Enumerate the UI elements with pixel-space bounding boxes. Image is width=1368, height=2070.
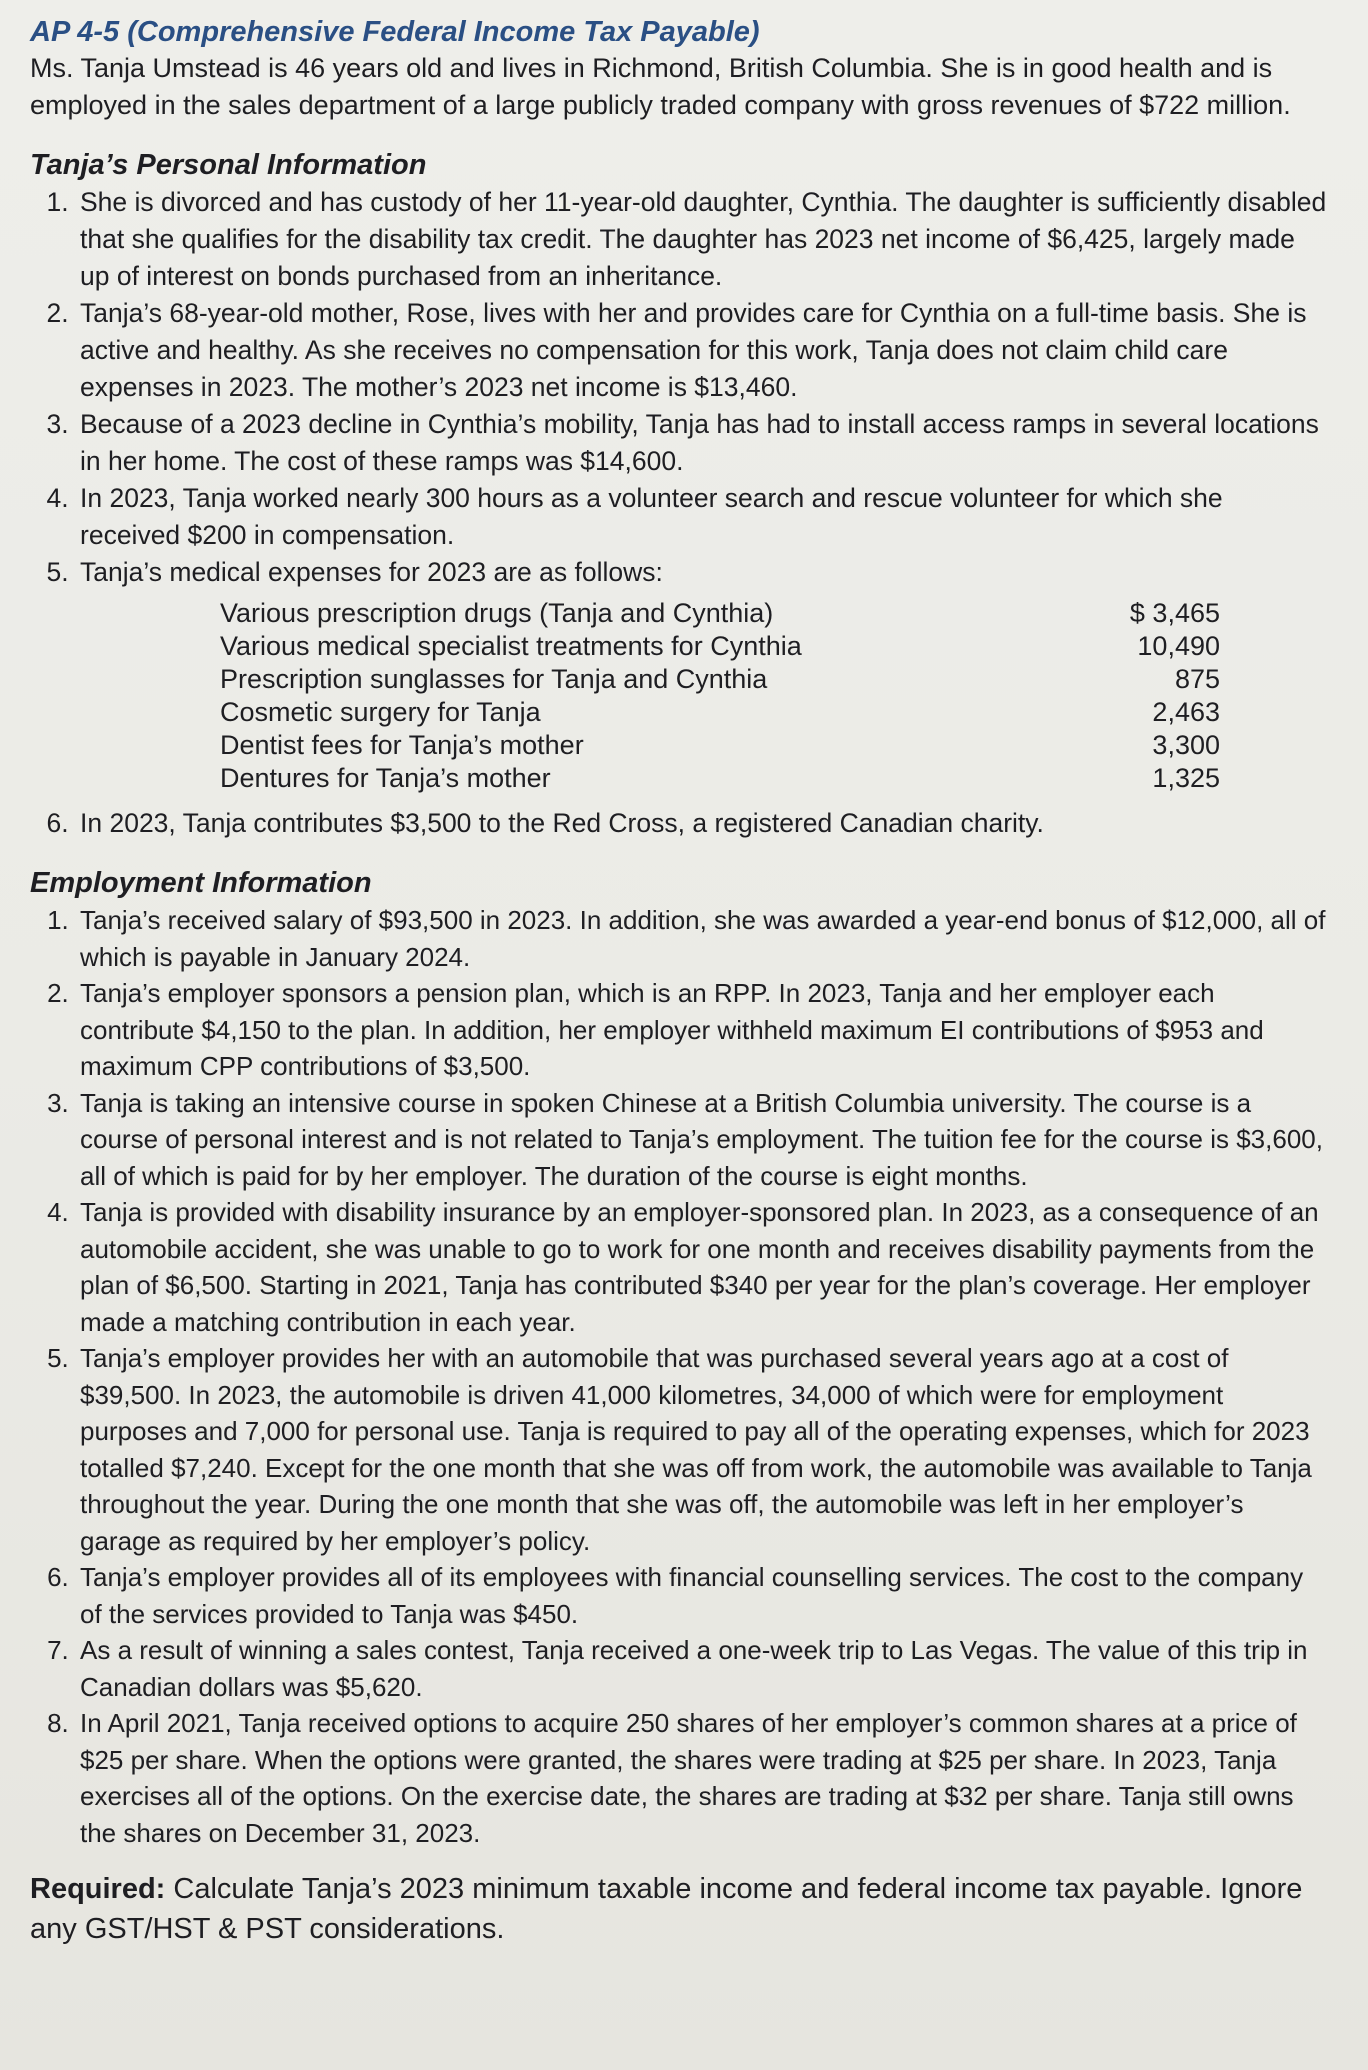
table-row (220, 630, 1220, 663)
employment-info-heading: Employment Information (30, 867, 372, 899)
personal-info-heading: Tanja’s Personal Information (30, 149, 427, 181)
expense-amount: 10,490 (1137, 631, 1220, 661)
employment-item-6: 6. Tanja’s employer provides all of its employees with financial counselling services. The cost to the company of the services provided to Tanja was $450. (76, 1559, 1330, 1632)
problem-heading: AP 4-5 (Comprehensive Federal Income Tax Payable) (30, 16, 760, 48)
expense-description: Various medical specialist treatments for Cynthia (220, 631, 802, 661)
employment-info-list (30, 902, 1330, 1851)
problem-title (30, 14, 1330, 50)
expense-description: Cosmetic surgery for Tanja (220, 697, 541, 727)
expense-description: Dentures for Tanja’s mother (220, 763, 551, 793)
personal-info-list (30, 184, 1330, 842)
personal-item-3: 3. Because of a 2023 decline in Cynthia’s mobility, Tanja has had to install access ramps in several locations in her home. The cost of these ramps was $14,600. (76, 406, 1330, 480)
expense-description: Prescription sunglasses for Tanja and Cynthia (220, 664, 768, 694)
required-text: Calculate Tanja’s 2023 minimum taxable income and federal income tax payable. Ignore any GST/HST & PST considerations. (30, 1873, 1303, 1945)
personal-item-6: 6. In 2023, Tanja contributes $3,500 to the Red Cross, a registered Canadian charity. (76, 805, 1330, 842)
employment-item-5: 5. Tanja’s employer provides her with an automobile that was purchased several years ago at a cost of $39,500. In 2023, the automobile is driven 41,000 kilometres, 34,000 of which were for employment purposes and 7,000 for personal use. Tanja is required to pay all of the operating expenses, which for 2023 totalled $7,240. Except for the one month that she was off from work, the automobile was available to Tanja throughout the year. During the one month that she was off, the automobile was left in her employer’s garage as required by her employer’s policy. (76, 1340, 1330, 1559)
personal-item-5 (76, 554, 1330, 795)
required-statement (30, 1869, 1330, 1949)
table-row (220, 762, 1220, 795)
personal-item-1: 1. She is divorced and has custody of her 11-year-old daughter, Cynthia. The daughter is sufficiently disabled that she qualifies for the disability tax credit. The daughter has 2023 net income of $6,425, largely made up of interest on bonds purchased from an inheritance. (76, 184, 1330, 295)
medical-expenses-intro: Tanja’s medical expenses for 2023 are as follows: (80, 557, 663, 587)
expense-description: Dentist fees for Tanja’s mother (220, 730, 584, 760)
personal-item-2: 2. Tanja’s 68-year-old mother, Rose, lives with her and provides care for Cynthia on a full-time basis. She is active and healthy. As she receives no compensation for this work, Tanja does not claim child care expenses in 2023. The mother’s 2023 net income is $13,460. (76, 295, 1330, 406)
expense-amount: 875 (1174, 664, 1220, 694)
intro-paragraph: Ms. Tanja Umstead is 46 years old and lives in Richmond, British Columbia. She is in good health and is employed in the sales department of a large publicly traded company with gross revenues of $722 million. (30, 53, 1291, 120)
employment-item-2: 2. Tanja’s employer sponsors a pension plan, which is an RPP. In 2023, Tanja and her employer each contribute $4,150 to the plan. In addition, her employer withheld maximum EI contributions of $953 and maximum CPP contributions of $3,500. (76, 975, 1330, 1085)
problem-content (30, 14, 1330, 1949)
employment-item-8: 8. In April 2021, Tanja received options to acquire 250 shares of her employer’s common shares at a price of $25 per share. When the options were granted, the shares were trading at $25 per share. In 2023, Tanja exercises all of the options. On the exercise date, the shares are trading at $32 per share. Tanja still owns the shares on December 31, 2023. (76, 1705, 1330, 1851)
employment-item-7: 7. As a result of winning a sales contest, Tanja received a one-week trip to Las Vegas. The value of this trip in Canadian dollars was $5,620. (76, 1632, 1330, 1705)
employment-item-3: 3. Tanja is taking an intensive course in spoken Chinese at a British Columbia university. The course is a course of personal interest and is not related to Tanja’s employment. The tuition fee for the course is $3,600, all of which is paid for by her employer. The duration of the course is eight months. (76, 1085, 1330, 1195)
table-row (220, 696, 1220, 729)
expense-amount: 1,325 (1152, 763, 1220, 793)
employment-item-1: 1. Tanja’s received salary of $93,500 in 2023. In addition, she was awarded a year-end bonus of $12,000, all of which is payable in January 2024. (76, 902, 1330, 975)
expense-amount: 3,300 (1152, 730, 1220, 760)
table-row (220, 663, 1220, 696)
personal-item-4: 4. In 2023, Tanja worked nearly 300 hours as a volunteer search and rescue volunteer for which she received $200 in compensation. (76, 480, 1330, 554)
employment-item-4: 4. Tanja is provided with disability insurance by an employer-sponsored plan. In 2023, as a consequence of an automobile accident, she was unable to go to work for one month and receives disability payments from the plan of $6,500. Starting in 2021, Tanja has contributed $340 per year for the plan’s coverage. Her employer made a matching contribution in each year. (76, 1194, 1330, 1340)
expense-amount: $ 3,465 (1129, 598, 1220, 628)
table-row (220, 729, 1220, 762)
table-row (220, 597, 1220, 630)
medical-expenses-table (220, 597, 1220, 795)
expense-description: Various prescription drugs (Tanja and Cynthia) (220, 598, 774, 628)
expense-amount: 2,463 (1152, 697, 1220, 727)
required-label: Required: (30, 1873, 166, 1905)
